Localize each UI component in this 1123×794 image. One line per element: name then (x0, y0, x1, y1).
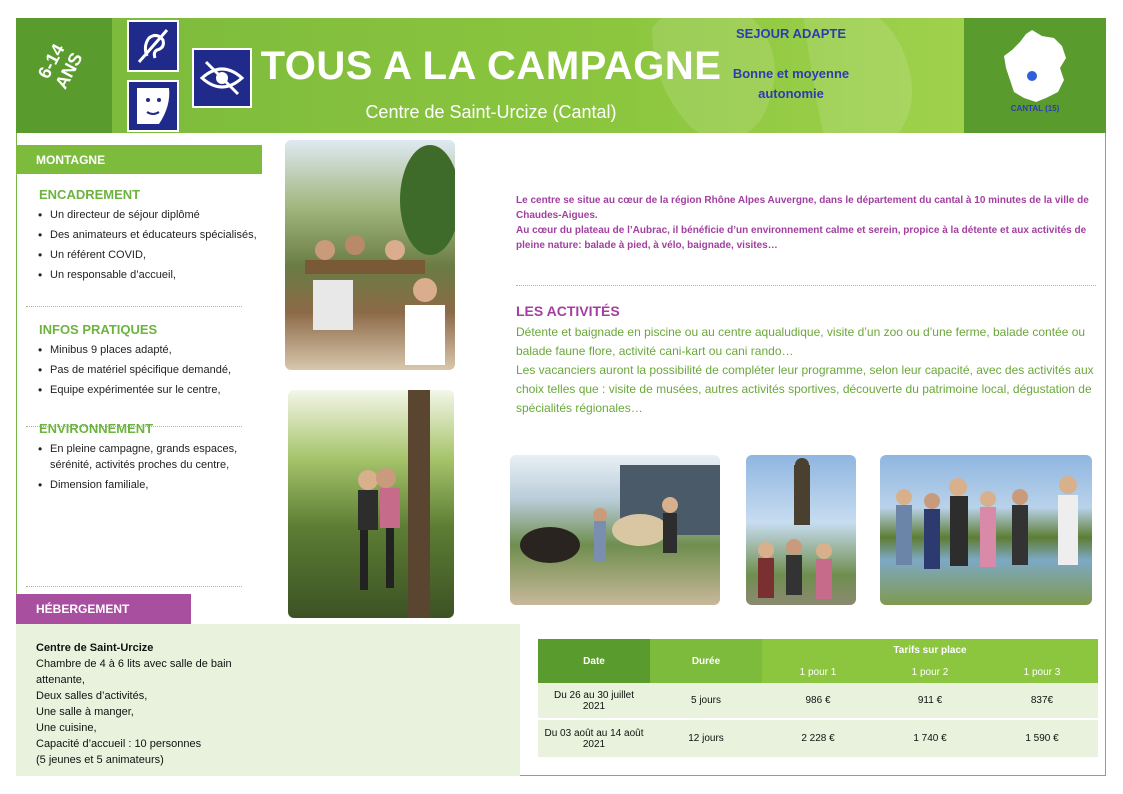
photo-group-lake (880, 455, 1092, 605)
photo-horses (510, 455, 720, 605)
list-item: • En pleine campagne, grands espaces, sérénité, activités proches du centre, (38, 441, 258, 473)
cell-price-1: 2 228 € (762, 719, 874, 757)
hebergement-line: Une salle à manger, (36, 706, 134, 718)
activites-paragraph-1: Détente et baignade en piscine ou au centre aqualudique, visite d’un zoo ou d’une ferme, balade contée ou balade faune flore, activité cani-kart ou cani rando… (516, 325, 1086, 358)
cell-price-1: 986 € (805, 695, 831, 706)
photo-group-meal (285, 140, 455, 370)
cell-date: Du 26 au 30 juillet 2021 (553, 689, 635, 712)
table-header-date: Date (538, 639, 650, 683)
cell-duree: 12 jours (650, 719, 762, 757)
encadrement-list (38, 207, 258, 287)
environnement-list (38, 441, 258, 497)
montagne-bar: MONTAGNE (16, 145, 262, 174)
divider (516, 285, 1096, 286)
divider (26, 586, 242, 587)
list-item: • Un responsable d’accueil, (38, 267, 258, 283)
table-header-duree: Durée (650, 639, 762, 683)
cell-duree: 5 jours (690, 695, 721, 706)
activites-heading: LES ACTIVITÉS (516, 303, 620, 319)
table-header-1pour3: 1 pour 3 (986, 661, 1098, 683)
table-header-1pour1: 1 pour 1 (762, 661, 874, 683)
cell-price-3: 837€ (1030, 695, 1054, 706)
infos-heading: INFOS PRATIQUES (39, 322, 158, 337)
list-item: • Des animateurs et éducateurs spécialisés, (38, 227, 258, 243)
intro-text (516, 193, 1104, 253)
cell-price-3: 1 590 € (986, 719, 1098, 757)
cell-date: Du 03 août au 14 août 2021 (538, 719, 650, 757)
hebergement-bar: HÉBERGEMENT (16, 594, 191, 624)
environnement-heading: ENVIRONNEMENT (39, 421, 154, 436)
page-subtitle: Centre de Saint-Urcize (Cantal) (365, 102, 617, 122)
activites-paragraph-2: Les vacanciers auront la possibilité de compléter leur programme, selon leur capacité, avec des activités aux choix telles que : visite de musées, autres activités sportives, découverte du patrimoine local, dégustation de spécialités régionales… (516, 363, 1094, 415)
table-header-tarifs: Tarifs sur place (762, 639, 1098, 661)
hebergement-line: Une cuisine, (36, 722, 97, 734)
table-row (538, 683, 1098, 719)
divider (26, 306, 242, 307)
hearing-impaired-icon (127, 20, 179, 72)
age-block (16, 18, 112, 133)
list-item: • Dimension familiale, (38, 477, 258, 493)
list-item: • Un référent COVID, (38, 247, 258, 263)
mental-disability-icon (127, 80, 179, 132)
hebergement-line: (5 jeunes et 5 animateurs) (36, 754, 164, 766)
hebergement-line: Deux salles d’activités, (36, 690, 148, 702)
map-label: CANTAL (15) (1010, 104, 1060, 113)
list-item: • Pas de matériel spécifique demandé, (38, 362, 258, 378)
sejour-label: SEJOUR ADAPTE (735, 26, 847, 41)
header-banner (16, 18, 1106, 133)
activites-text (516, 323, 1104, 418)
intro-paragraph-2: Au cœur du plateau de l’Aubrac, il bénéficie d’un environnement calme et serein, propice à la détente et aux activités de pleine nature: balade à pied, à vélo, baignade, visites… (516, 225, 1087, 251)
infos-list (38, 342, 258, 402)
table-row (538, 719, 1098, 757)
tarifs-table (538, 639, 1098, 757)
age-label: 6-14 ANS (33, 40, 87, 93)
photo-accrobranche (288, 390, 454, 618)
table-header-1pour2: 1 pour 2 (874, 661, 986, 683)
hebergement-line: Chambre de 4 à 6 lits avec salle de bain attenante, (36, 658, 232, 686)
page-title: TOUS A LA CAMPAGNE (260, 44, 722, 88)
encadrement-heading: ENCADREMENT (39, 187, 141, 202)
hebergement-box (16, 624, 520, 776)
photo-statue (746, 455, 856, 605)
hebergement-name: Centre de Saint-Urcize (36, 642, 154, 654)
list-item: • Minibus 9 places adapté, (38, 342, 258, 358)
autonomie-label: Bonne et moyenne autonomie (732, 66, 850, 101)
france-map-icon (1002, 28, 1070, 104)
intro-paragraph-1: Le centre se situe au cœur de la région Rhône Alpes Auvergne, dans le département du cantal à 10 minutes de la ville de Chaudes-Aigues. (516, 195, 1089, 221)
list-item: • Equipe expérimentée sur le centre, (38, 382, 258, 398)
map-block (964, 18, 1106, 133)
hebergement-line: Capacité d’accueil : 10 personnes (36, 738, 202, 750)
list-item: • Un directeur de séjour diplômé (38, 207, 258, 223)
cell-price-2: 911 € (917, 695, 943, 706)
cell-price-2: 1 740 € (874, 719, 986, 757)
